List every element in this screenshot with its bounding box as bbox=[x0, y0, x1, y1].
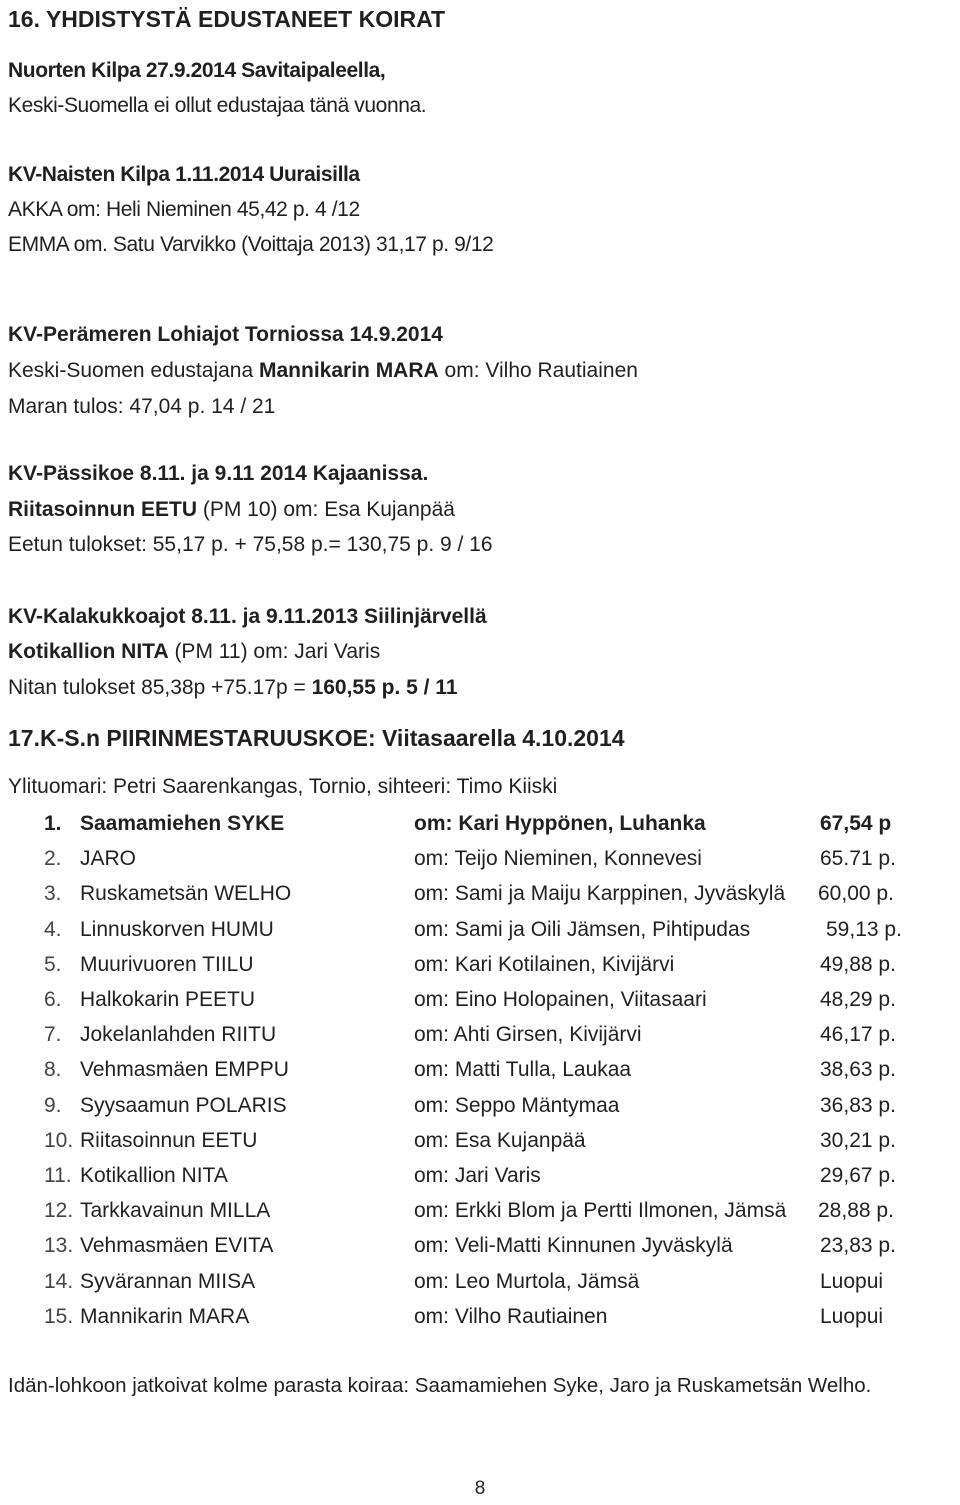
result-rank: 5. bbox=[44, 953, 62, 976]
result-rank: 1. bbox=[44, 812, 62, 835]
kalakukko-dog bbox=[8, 639, 380, 665]
result-rank: 4. bbox=[44, 918, 62, 941]
passikoe-dog-name: Riitasoinnun EETU bbox=[8, 498, 197, 521]
result-owner: om: Seppo Mäntymaa bbox=[414, 1094, 620, 1117]
result-score: 46,17 p. bbox=[820, 1023, 896, 1046]
result-dog-name: Halkokarin PEETU bbox=[80, 988, 256, 1011]
result-row bbox=[0, 1020, 960, 1050]
result-owner: om: Sami ja Oili Jämsen, Pihtipudas bbox=[414, 918, 751, 941]
result-row bbox=[0, 985, 960, 1015]
result-score: 48,29 p. bbox=[820, 988, 896, 1011]
result-rank: 12. bbox=[44, 1199, 74, 1222]
result-owner: om: Matti Tulla, Laukaa bbox=[414, 1058, 632, 1081]
kalakukko-result-total: 160,55 p. 5 / 11 bbox=[311, 676, 458, 699]
result-row bbox=[0, 1161, 960, 1191]
result-owner: om: Vilho Rautiainen bbox=[414, 1305, 608, 1328]
page-number: 8 bbox=[474, 1478, 486, 1499]
result-row bbox=[0, 1267, 960, 1297]
nuorten-note: Keski-Suomella ei ollut edustajaa tänä vuonna. bbox=[8, 94, 427, 117]
result-dog-name: Syysaamun POLARIS bbox=[80, 1094, 287, 1117]
result-rank: 13. bbox=[44, 1234, 74, 1257]
naisten-title: KV-Naisten Kilpa 1.11.2014 Uuraisilla bbox=[8, 163, 360, 186]
result-score: 65.71 p. bbox=[820, 847, 896, 870]
result-rank: 10. bbox=[44, 1129, 74, 1152]
result-dog-name: Kotikallion NITA bbox=[80, 1164, 228, 1187]
passikoe-title: KV-Pässikoe 8.11. ja 9.11 2014 Kajaanissa. bbox=[8, 462, 429, 485]
result-owner: om: Ahti Girsen, Kivijärvi bbox=[414, 1023, 642, 1046]
result-dog-name: Jokelanlahden RIITU bbox=[80, 1023, 277, 1046]
result-score: 60,00 p. bbox=[818, 882, 894, 905]
result-score: Luopui bbox=[820, 1305, 884, 1328]
peramere-result: Maran tulos: 47,04 p. 14 / 21 bbox=[8, 395, 276, 418]
result-score: 30,21 p. bbox=[820, 1129, 896, 1152]
result-row bbox=[0, 1231, 960, 1261]
result-rank: 8. bbox=[44, 1058, 62, 1081]
peramere-title: KV-Perämeren Lohiajot Torniossa 14.9.2014 bbox=[8, 323, 443, 346]
result-row bbox=[0, 1126, 960, 1156]
result-row bbox=[0, 1055, 960, 1085]
result-rank: 7. bbox=[44, 1023, 62, 1046]
peramere-rep-prefix: Keski-Suomen edustajana bbox=[8, 359, 259, 382]
passikoe-owner: (PM 10) om: Esa Kujanpää bbox=[197, 498, 455, 521]
result-owner: om: Kari Kotilainen, Kivijärvi bbox=[414, 953, 675, 976]
result-dog-name: Muurivuoren TIILU bbox=[80, 953, 254, 976]
result-dog-name: Vehmasmäen EVITA bbox=[80, 1234, 274, 1257]
naisten-emma: EMMA om. Satu Varvikko (Voittaja 2013) 31,17 p. 9/12 bbox=[8, 233, 494, 256]
result-row bbox=[0, 844, 960, 874]
passikoe-result: Eetun tulokset: 55,17 p. + 75,58 p.= 130,75 p. 9 / 16 bbox=[8, 533, 493, 556]
result-row bbox=[0, 879, 960, 909]
passikoe-dog bbox=[8, 497, 455, 523]
judges-line: Ylituomari: Petri Saarenkangas, Tornio, sihteeri: Timo Kiiski bbox=[8, 775, 558, 798]
peramere-representative bbox=[8, 358, 638, 384]
kalakukko-dog-name: Kotikallion NITA bbox=[8, 640, 169, 663]
result-row bbox=[0, 809, 960, 839]
section-16-heading: 16. YHDISTYSTÄ EDUSTANEET KOIRAT bbox=[8, 6, 446, 32]
result-score: 59,13 p. bbox=[826, 918, 902, 941]
peramere-dog-name: Mannikarin MARA bbox=[259, 359, 439, 382]
result-score: 49,88 p. bbox=[820, 953, 896, 976]
result-rank: 3. bbox=[44, 882, 62, 905]
result-rank: 9. bbox=[44, 1094, 62, 1117]
result-dog-name: Saamamiehen SYKE bbox=[80, 812, 285, 835]
result-owner: om: Leo Murtola, Jämsä bbox=[414, 1270, 640, 1293]
kalakukko-result bbox=[8, 675, 458, 701]
result-score: 36,83 p. bbox=[820, 1094, 896, 1117]
result-score: 28,88 p. bbox=[818, 1199, 894, 1222]
result-dog-name: Mannikarin MARA bbox=[80, 1305, 250, 1328]
result-dog-name: Tarkkavainun MILLA bbox=[80, 1199, 271, 1222]
result-dog-name: JARO bbox=[80, 847, 137, 870]
result-rank: 2. bbox=[44, 847, 62, 870]
result-dog-name: Syvärannan MIISA bbox=[80, 1270, 256, 1293]
result-row bbox=[0, 915, 960, 945]
result-score: 67,54 p bbox=[820, 812, 892, 835]
result-score: 29,67 p. bbox=[820, 1164, 896, 1187]
result-owner: om: Eino Holopainen, Viitasaari bbox=[414, 988, 707, 1011]
result-owner: om: Kari Hyppönen, Luhanka bbox=[414, 812, 706, 835]
result-score: 38,63 p. bbox=[820, 1058, 896, 1081]
result-owner: om: Sami ja Maiju Karppinen, Jyväskylä bbox=[414, 882, 786, 905]
result-row bbox=[0, 950, 960, 980]
result-owner: om: Erkki Blom ja Pertti Ilmonen, Jämsä bbox=[414, 1199, 787, 1222]
result-rank: 11. bbox=[44, 1164, 72, 1187]
result-dog-name: Riitasoinnun EETU bbox=[80, 1129, 258, 1152]
result-rank: 14. bbox=[44, 1270, 74, 1293]
section-17-heading: 17.K-S.n PIIRINMESTARUUSKOE: Viitasaarella 4.10.2014 bbox=[8, 725, 625, 751]
result-dog-name: Linnuskorven HUMU bbox=[80, 918, 274, 941]
result-row bbox=[0, 1196, 960, 1226]
kalakukko-title: KV-Kalakukkoajot 8.11. ja 9.11.2013 Siilinjärvellä bbox=[8, 605, 487, 628]
naisten-akka: AKKA om: Heli Nieminen 45,42 p. 4 /12 bbox=[8, 198, 360, 221]
result-score: 23,83 p. bbox=[820, 1234, 896, 1257]
result-rank: 15. bbox=[44, 1305, 74, 1328]
peramere-owner: om: Vilho Rautiainen bbox=[438, 359, 638, 382]
footer-note: Idän-lohkoon jatkoivat kolme parasta koiraa: Saamamiehen Syke, Jaro ja Ruskametsän Welho. bbox=[8, 1374, 872, 1397]
result-owner: om: Esa Kujanpää bbox=[414, 1129, 586, 1152]
result-owner: om: Jari Varis bbox=[414, 1164, 541, 1187]
result-score: Luopui bbox=[820, 1270, 884, 1293]
result-owner: om: Veli-Matti Kinnunen Jyväskylä bbox=[414, 1234, 733, 1257]
result-dog-name: Vehmasmäen EMPPU bbox=[80, 1058, 289, 1081]
result-rank: 6. bbox=[44, 988, 62, 1011]
kalakukko-result-prefix: Nitan tulokset 85,38p +75.17p = bbox=[8, 676, 312, 699]
kalakukko-owner: (PM 11) om: Jari Varis bbox=[168, 640, 381, 663]
result-owner: om: Teijo Nieminen, Konnevesi bbox=[414, 847, 702, 870]
result-row bbox=[0, 1302, 960, 1332]
nuorten-title: Nuorten Kilpa 27.9.2014 Savitaipaleella, bbox=[8, 59, 386, 82]
result-row bbox=[0, 1091, 960, 1121]
result-dog-name: Ruskametsän WELHO bbox=[80, 882, 292, 905]
